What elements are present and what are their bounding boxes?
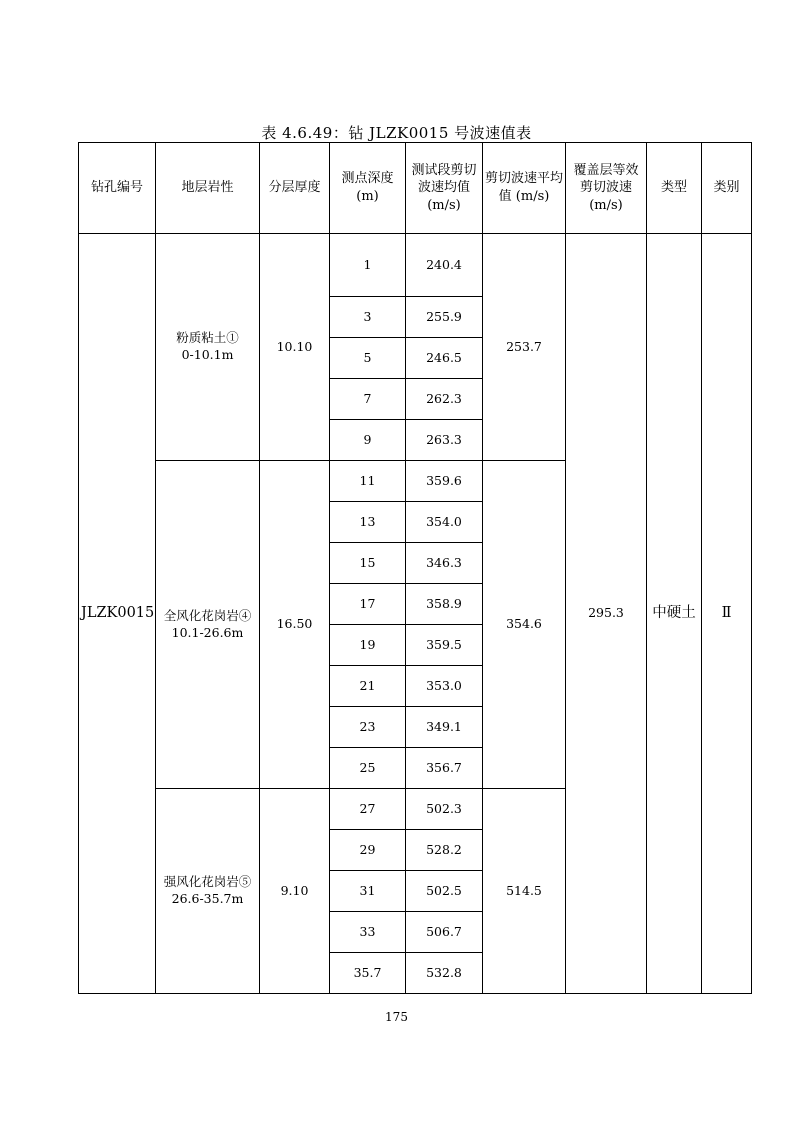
table-title: 表 4.6.49：钻 JLZK0015 号波速值表 [261, 124, 532, 142]
depth-cell: 35.7 [330, 953, 406, 994]
table-body [79, 234, 752, 994]
page-number: 175 [385, 1010, 408, 1024]
segment-velocity-cell: 346.3 [406, 543, 483, 584]
soil-type-cell: 中硬土 [647, 234, 702, 994]
stratum-range: 10.1-26.6m [171, 624, 244, 640]
segment-velocity-cell: 502.3 [406, 789, 483, 830]
header-stratum: 地层岩性 [156, 143, 260, 234]
depth-cell: 23 [330, 707, 406, 748]
depth-cell: 31 [330, 871, 406, 912]
depth-cell: 5 [330, 338, 406, 379]
borehole-id-cell: JLZK0015 [79, 234, 156, 994]
site-class-cell: Ⅱ [702, 234, 752, 994]
segment-velocity-cell: 356.7 [406, 748, 483, 789]
header-depth: 测点深度 (m) [330, 143, 406, 234]
header-soil-type: 类型 [647, 143, 702, 234]
depth-cell: 33 [330, 912, 406, 953]
segment-velocity-cell: 528.2 [406, 830, 483, 871]
stratum-cell [156, 789, 260, 994]
depth-cell: 11 [330, 461, 406, 502]
segment-velocity-cell: 358.9 [406, 584, 483, 625]
depth-cell: 17 [330, 584, 406, 625]
header-row [79, 143, 752, 234]
stratum-range: 26.6-35.7m [171, 891, 244, 906]
stratum-cell [156, 234, 260, 461]
stratum-range: 0-10.1m [181, 347, 234, 362]
segment-velocity-cell: 262.3 [406, 379, 483, 420]
depth-cell: 3 [330, 297, 406, 338]
average-velocity-cell: 354.6 [483, 461, 566, 789]
segment-velocity-cell: 359.6 [406, 461, 483, 502]
header-equivalent-velocity: 覆盖层等效剪切波速 (m/s) [566, 143, 647, 234]
depth-cell: 1 [330, 234, 406, 297]
segment-velocity-cell: 532.8 [406, 953, 483, 994]
stratum-name: 全风化花岗岩④ [163, 607, 252, 623]
header-site-class: 类别 [702, 143, 752, 234]
thickness-cell: 16.50 [260, 461, 330, 789]
header-average-velocity: 剪切波速平均值 (m/s) [483, 143, 566, 234]
average-velocity-cell: 253.7 [483, 234, 566, 461]
header-thickness: 分层厚度 [260, 143, 330, 234]
shear-wave-velocity-table [78, 142, 752, 994]
depth-cell: 9 [330, 420, 406, 461]
segment-velocity-cell: 359.5 [406, 625, 483, 666]
depth-cell: 13 [330, 502, 406, 543]
thickness-cell: 10.10 [260, 234, 330, 461]
stratum-cell [156, 461, 260, 789]
segment-velocity-cell: 240.4 [406, 234, 483, 297]
segment-velocity-cell: 349.1 [406, 707, 483, 748]
depth-cell: 21 [330, 666, 406, 707]
average-velocity-cell: 514.5 [483, 789, 566, 994]
depth-cell: 19 [330, 625, 406, 666]
segment-velocity-cell: 506.7 [406, 912, 483, 953]
table-row [79, 234, 752, 297]
header-segment-velocity: 测试段剪切波速均值 (m/s) [406, 143, 483, 234]
segment-velocity-cell: 263.3 [406, 420, 483, 461]
depth-cell: 27 [330, 789, 406, 830]
stratum-name: 粉质粘土① [176, 330, 239, 346]
thickness-cell: 9.10 [260, 789, 330, 994]
segment-velocity-cell: 502.5 [406, 871, 483, 912]
segment-velocity-cell: 255.9 [406, 297, 483, 338]
header-borehole: 钻孔编号 [79, 143, 156, 234]
segment-velocity-cell: 246.5 [406, 338, 483, 379]
depth-cell: 15 [330, 543, 406, 584]
depth-cell: 29 [330, 830, 406, 871]
equivalent-velocity-cell: 295.3 [566, 234, 647, 994]
depth-cell: 7 [330, 379, 406, 420]
segment-velocity-cell: 354.0 [406, 502, 483, 543]
depth-cell: 25 [330, 748, 406, 789]
segment-velocity-cell: 353.0 [406, 666, 483, 707]
stratum-name: 强风化花岗岩⑤ [163, 874, 252, 890]
